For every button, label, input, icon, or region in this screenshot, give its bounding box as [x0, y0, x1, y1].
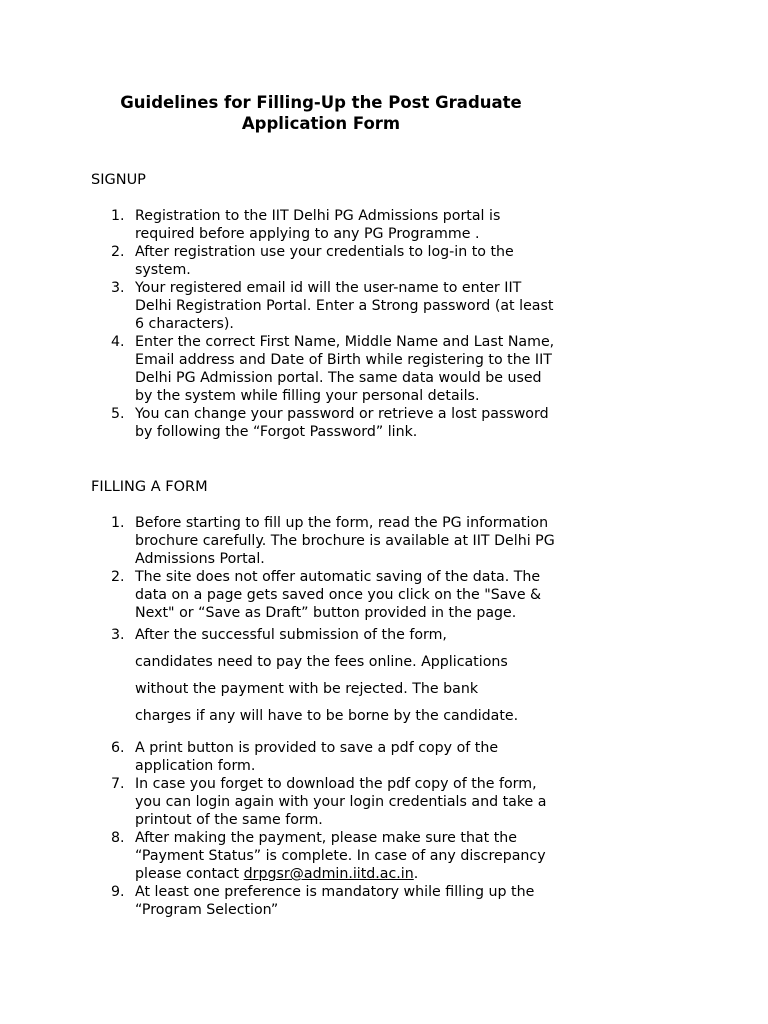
- item-text: Before starting to fill up the form, read the PG information brochure carefully. The brochure is available at IIT Delhi PG Admissions Portal.: [135, 515, 555, 567]
- item-number: 4.: [111, 334, 125, 350]
- list-item: [91, 829, 561, 883]
- signup-list: [91, 207, 561, 441]
- item-text-end: .: [413, 866, 419, 882]
- item-number: 8.: [111, 830, 125, 846]
- item-text: After the successful submission of the form,: [135, 627, 447, 643]
- item-number: 3.: [111, 627, 125, 643]
- item-text: Your registered email id will the user-name to enter IIT Delhi Registration Portal. Enter a Strong password (at least 6 characters).: [135, 280, 554, 332]
- item-text: After registration use your credentials to log-in to the system.: [135, 244, 514, 278]
- item-text: without the payment with be rejected. The bank: [135, 681, 479, 697]
- item-text: After making the payment, please make sure that the “Payment Status” is complete. In case of any discrepancy please contact: [135, 830, 546, 882]
- item-text: At least one preference is mandatory while filling up the “Program Selection”: [135, 884, 535, 918]
- item-number: 9.: [111, 884, 125, 900]
- filling-heading: FILLING A FORM: [91, 479, 208, 495]
- item-number: 6.: [111, 740, 125, 756]
- list-item: [91, 279, 561, 333]
- list-item: [91, 622, 561, 649]
- item-text: A print button is provided to save a pdf copy of the application form.: [135, 740, 499, 774]
- item-number: 2.: [111, 569, 125, 585]
- list-item-continuation: [91, 676, 561, 703]
- list-item: [91, 207, 561, 243]
- list-item: [91, 514, 561, 568]
- item-number: 5.: [111, 406, 125, 422]
- item-number: 1.: [111, 208, 125, 224]
- document-title: [90, 92, 552, 134]
- filling-list: [91, 514, 561, 919]
- list-item: [91, 568, 561, 622]
- item-number: 7.: [111, 776, 125, 792]
- list-item: [91, 333, 561, 405]
- list-item-continuation: [91, 649, 561, 676]
- item-number: 3.: [111, 280, 125, 296]
- item-text: Registration to the IIT Delhi PG Admissions portal is required before applying to any PG Programme .: [135, 208, 501, 242]
- item-number: 1.: [111, 515, 125, 531]
- title-line-1: Guidelines for Filling-Up the Post Graduate: [120, 93, 522, 112]
- list-item: [91, 775, 561, 829]
- item-number: 2.: [111, 244, 125, 260]
- email-link[interactable]: drpgsr@admin.iitd.ac.in: [243, 866, 414, 882]
- list-item: [91, 243, 561, 279]
- item-text: You can change your password or retrieve a lost password by following the “Forgot Password” link.: [135, 406, 549, 440]
- list-item: [91, 883, 561, 919]
- item-text: candidates need to pay the fees online. Applications: [135, 654, 508, 670]
- signup-heading: SIGNUP: [91, 172, 146, 188]
- list-item: [91, 739, 561, 775]
- list-item: [91, 405, 561, 441]
- list-item-continuation: [91, 703, 561, 730]
- item-text: In case you forget to download the pdf copy of the form, you can login again with your login credentials and take a printout of the same form.: [135, 776, 547, 828]
- title-line-2: Application Form: [241, 114, 401, 133]
- item-text: The site does not offer automatic saving of the data. The data on a page gets saved once you click on the "Save & Next" or “Save as Draft” button provided in the page.: [135, 569, 542, 621]
- item-text: Enter the correct First Name, Middle Name and Last Name, Email address and Date of Birth while registering to the IIT Delhi PG Admission portal. The same data would be used by the system while filling your personal details.: [135, 334, 555, 404]
- item-text: charges if any will have to be borne by the candidate.: [135, 708, 519, 724]
